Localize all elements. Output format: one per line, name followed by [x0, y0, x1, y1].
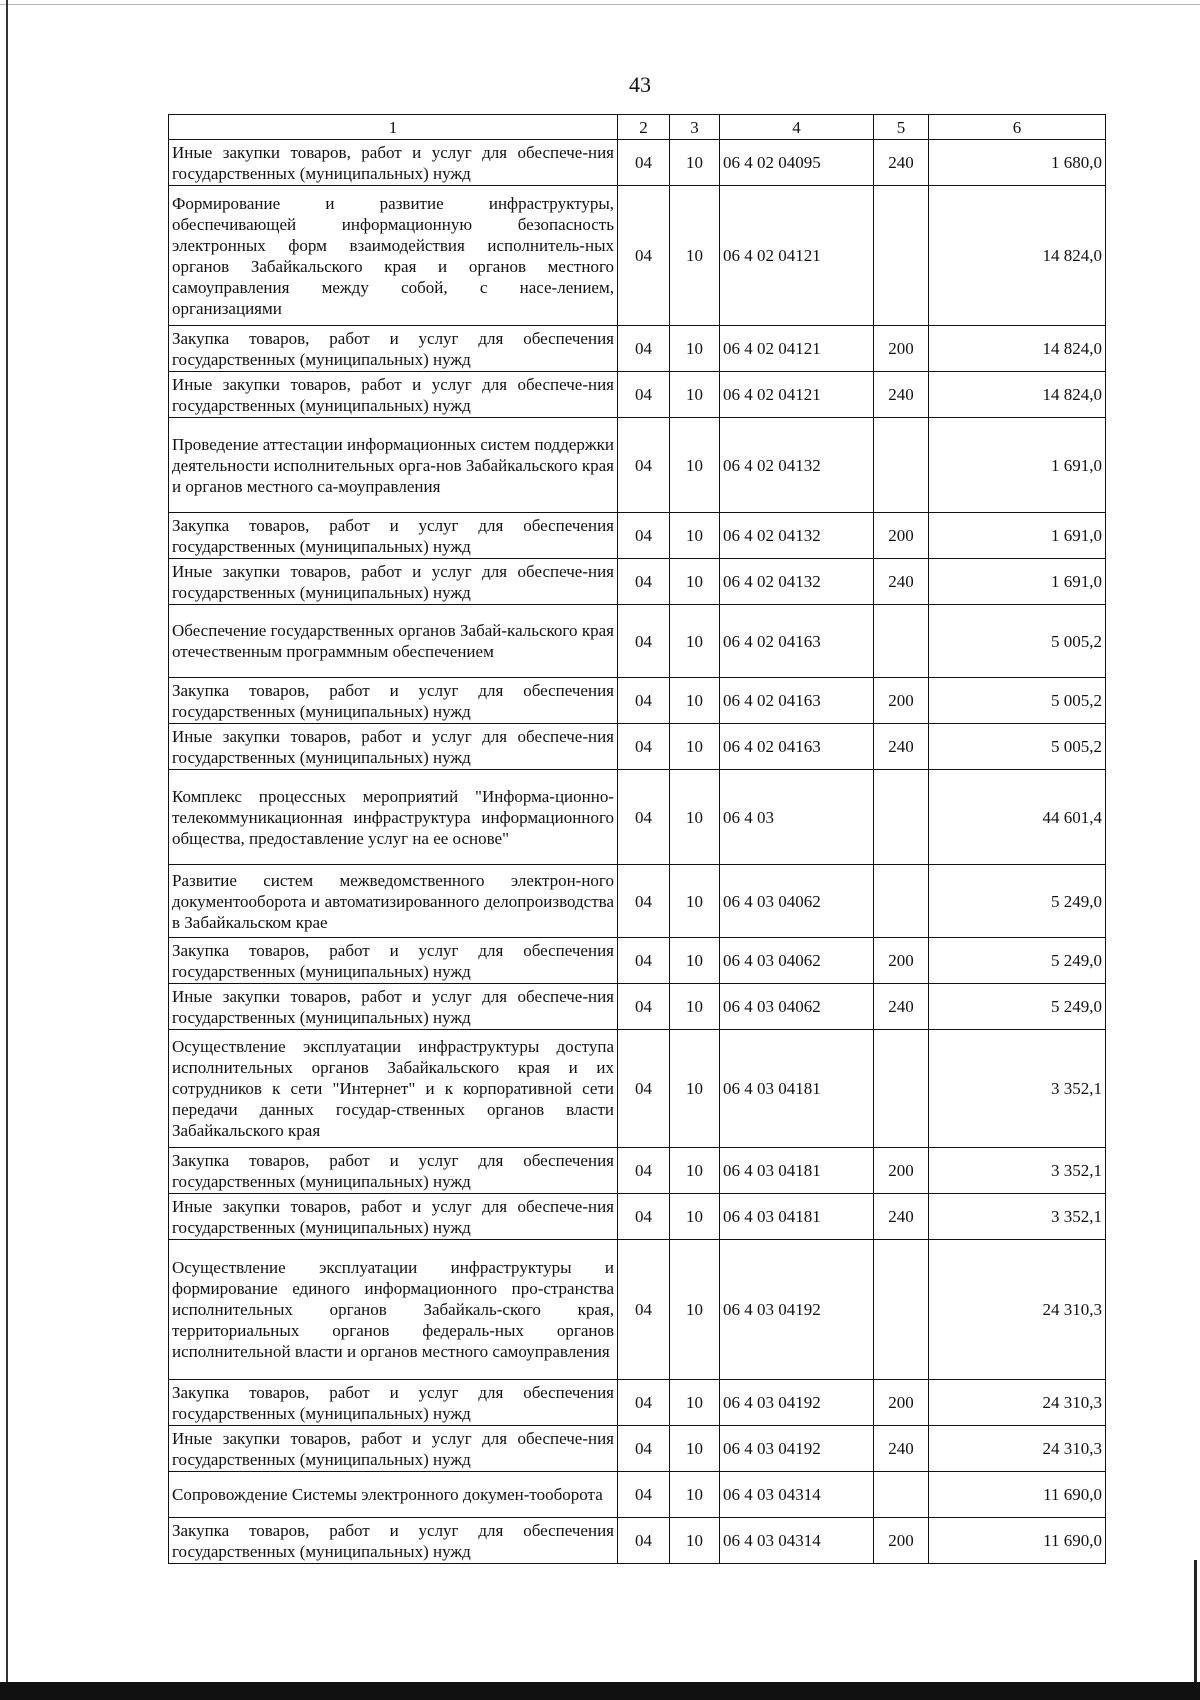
row-subsection: 10 [670, 1030, 720, 1148]
row-amount: 5 249,0 [929, 938, 1106, 984]
row-section: 04 [618, 513, 670, 559]
page-number: 43 [629, 72, 651, 97]
row-subsection: 10 [670, 372, 720, 418]
table-row [169, 513, 1106, 559]
row-name: Иные закупки товаров, работ и услуг для обеспече-ния государственных (муниципальных) нужд [169, 1194, 618, 1240]
table-row [169, 1426, 1106, 1472]
table-row [169, 418, 1106, 513]
row-amount: 24 310,3 [929, 1380, 1106, 1426]
row-name: Формирование и развитие инфраструктуры, обеспечивающей информационную безопасность электронных форм взаимодействия исполнитель-ных органов Забайкальского края и органов местного самоуправления между собой, с насе-лением, организациями [169, 186, 618, 326]
row-subsection: 10 [670, 724, 720, 770]
row-name: Закупка товаров, работ и услуг для обеспечения государственных (муниципальных) нужд [169, 1148, 618, 1194]
row-name: Иные закупки товаров, работ и услуг для обеспече-ния государственных (муниципальных) нужд [169, 140, 618, 186]
row-expense-type [874, 605, 929, 678]
table-row [169, 559, 1106, 605]
row-section: 04 [618, 1240, 670, 1380]
table-row [169, 326, 1106, 372]
row-name: Закупка товаров, работ и услуг для обеспечения государственных (муниципальных) нужд [169, 326, 618, 372]
row-name: Обеспечение государственных органов Забай-кальского края отечественным программным обеспечением [169, 605, 618, 678]
row-name: Иные закупки товаров, работ и услуг для обеспече-ния государственных (муниципальных) нужд [169, 559, 618, 605]
row-expense-type: 240 [874, 372, 929, 418]
row-amount: 44 601,4 [929, 770, 1106, 865]
table-row [169, 1194, 1106, 1240]
table-row [169, 140, 1106, 186]
row-subsection: 10 [670, 1240, 720, 1380]
table-row [169, 1240, 1106, 1380]
table-row [169, 605, 1106, 678]
row-amount: 5 005,2 [929, 724, 1106, 770]
row-amount: 1 691,0 [929, 418, 1106, 513]
budget-table [168, 114, 1106, 1564]
row-expense-type [874, 186, 929, 326]
row-expense-type: 200 [874, 1148, 929, 1194]
row-section: 04 [618, 770, 670, 865]
row-name: Закупка товаров, работ и услуг для обеспечения государственных (муниципальных) нужд [169, 1518, 618, 1564]
row-target-article: 06 4 02 04121 [720, 372, 874, 418]
row-amount: 1 680,0 [929, 140, 1106, 186]
row-name: Проведение аттестации информационных систем поддержки деятельности исполнительных орга-нов Забайкальского края и органов местного са-моуправления [169, 418, 618, 513]
row-expense-type [874, 1240, 929, 1380]
row-amount: 24 310,3 [929, 1426, 1106, 1472]
row-name: Развитие систем межведомственного электрон-ного документооборота и автоматизированного делопроизводства в Забайкальском крае [169, 865, 618, 938]
row-expense-type [874, 1472, 929, 1518]
table-row [169, 1518, 1106, 1564]
table-row [169, 938, 1106, 984]
row-name: Закупка товаров, работ и услуг для обеспечения государственных (муниципальных) нужд [169, 1380, 618, 1426]
row-subsection: 10 [670, 1518, 720, 1564]
row-expense-type: 200 [874, 326, 929, 372]
row-expense-type [874, 1030, 929, 1148]
row-subsection: 10 [670, 1194, 720, 1240]
row-target-article: 06 4 02 04132 [720, 513, 874, 559]
scan-edge-right [1194, 1560, 1197, 1690]
row-subsection: 10 [670, 1380, 720, 1426]
row-name: Иные закупки товаров, работ и услуг для обеспече-ния государственных (муниципальных) нужд [169, 724, 618, 770]
row-target-article: 06 4 02 04132 [720, 559, 874, 605]
row-amount: 1 691,0 [929, 559, 1106, 605]
row-expense-type [874, 865, 929, 938]
row-subsection: 10 [670, 1148, 720, 1194]
table-row [169, 1472, 1106, 1518]
row-subsection: 10 [670, 984, 720, 1030]
row-section: 04 [618, 938, 670, 984]
row-name: Иные закупки товаров, работ и услуг для обеспече-ния государственных (муниципальных) нужд [169, 372, 618, 418]
row-expense-type: 200 [874, 1380, 929, 1426]
row-subsection: 10 [670, 770, 720, 865]
scan-edge-top [0, 4, 1200, 5]
row-section: 04 [618, 186, 670, 326]
column-header-4: 4 [720, 115, 874, 140]
row-target-article: 06 4 03 04181 [720, 1030, 874, 1148]
row-subsection: 10 [670, 1472, 720, 1518]
row-section: 04 [618, 1518, 670, 1564]
row-name: Комплекс процессных мероприятий "Информа-ционно-телекоммуникационная инфраструктура информационного общества, предоставление услуг на ее основе" [169, 770, 618, 865]
table-row [169, 770, 1106, 865]
row-target-article: 06 4 03 04062 [720, 865, 874, 938]
row-subsection: 10 [670, 513, 720, 559]
column-header-6: 6 [929, 115, 1106, 140]
row-name: Сопровождение Системы электронного докумен-тооборота [169, 1472, 618, 1518]
row-expense-type: 200 [874, 678, 929, 724]
table-header-row [169, 115, 1106, 140]
column-header-2: 2 [618, 115, 670, 140]
table-row [169, 984, 1106, 1030]
row-amount: 11 690,0 [929, 1472, 1106, 1518]
row-amount: 3 352,1 [929, 1194, 1106, 1240]
table-row [169, 1030, 1106, 1148]
row-expense-type: 240 [874, 984, 929, 1030]
row-subsection: 10 [670, 559, 720, 605]
row-name: Закупка товаров, работ и услуг для обеспечения государственных (муниципальных) нужд [169, 513, 618, 559]
row-expense-type: 200 [874, 938, 929, 984]
row-target-article: 06 4 03 04314 [720, 1472, 874, 1518]
row-expense-type: 240 [874, 724, 929, 770]
row-name: Иные закупки товаров, работ и услуг для обеспече-ния государственных (муниципальных) нужд [169, 984, 618, 1030]
row-amount: 5 249,0 [929, 865, 1106, 938]
row-section: 04 [618, 1194, 670, 1240]
row-subsection: 10 [670, 605, 720, 678]
row-expense-type [874, 770, 929, 865]
row-subsection: 10 [670, 140, 720, 186]
row-section: 04 [618, 605, 670, 678]
row-section: 04 [618, 372, 670, 418]
row-expense-type: 240 [874, 559, 929, 605]
column-header-1: 1 [169, 115, 618, 140]
row-name: Закупка товаров, работ и услуг для обеспечения государственных (муниципальных) нужд [169, 938, 618, 984]
row-expense-type: 240 [874, 140, 929, 186]
row-subsection: 10 [670, 418, 720, 513]
row-subsection: 10 [670, 326, 720, 372]
row-section: 04 [618, 140, 670, 186]
row-expense-type: 200 [874, 1518, 929, 1564]
row-section: 04 [618, 559, 670, 605]
row-name: Осуществление эксплуатации инфраструктуры доступа исполнительных органов Забайкальского края и их сотрудников к сети "Интернет" и к корпоративной сети передачи данных государ-ственных органов власти Забайкальского края [169, 1030, 618, 1148]
row-amount: 5 005,2 [929, 605, 1106, 678]
row-name: Иные закупки товаров, работ и услуг для обеспече-ния государственных (муниципальных) нужд [169, 1426, 618, 1472]
row-amount: 14 824,0 [929, 326, 1106, 372]
row-subsection: 10 [670, 865, 720, 938]
row-target-article: 06 4 02 04121 [720, 326, 874, 372]
table-row [169, 186, 1106, 326]
row-amount: 5 249,0 [929, 984, 1106, 1030]
row-target-article: 06 4 03 04192 [720, 1426, 874, 1472]
row-target-article: 06 4 03 04314 [720, 1518, 874, 1564]
row-amount: 1 691,0 [929, 513, 1106, 559]
row-target-article: 06 4 02 04095 [720, 140, 874, 186]
row-amount: 14 824,0 [929, 186, 1106, 326]
table-row [169, 678, 1106, 724]
row-target-article: 06 4 02 04163 [720, 724, 874, 770]
column-header-3: 3 [670, 115, 720, 140]
table-row [169, 724, 1106, 770]
row-section: 04 [618, 724, 670, 770]
row-section: 04 [618, 984, 670, 1030]
row-section: 04 [618, 865, 670, 938]
row-subsection: 10 [670, 938, 720, 984]
row-target-article: 06 4 02 04163 [720, 678, 874, 724]
row-section: 04 [618, 418, 670, 513]
table-row [169, 1148, 1106, 1194]
row-amount: 24 310,3 [929, 1240, 1106, 1380]
row-subsection: 10 [670, 678, 720, 724]
table-row [169, 1380, 1106, 1426]
row-target-article: 06 4 03 04192 [720, 1240, 874, 1380]
row-expense-type: 200 [874, 513, 929, 559]
row-expense-type: 240 [874, 1194, 929, 1240]
row-section: 04 [618, 1472, 670, 1518]
row-target-article: 06 4 03 04181 [720, 1194, 874, 1240]
row-target-article: 06 4 03 04181 [720, 1148, 874, 1194]
scan-edge-left [6, 0, 8, 1700]
row-section: 04 [618, 326, 670, 372]
row-target-article: 06 4 02 04163 [720, 605, 874, 678]
row-section: 04 [618, 1148, 670, 1194]
row-target-article: 06 4 02 04121 [720, 186, 874, 326]
row-target-article: 06 4 03 04062 [720, 938, 874, 984]
row-amount: 5 005,2 [929, 678, 1106, 724]
table-row [169, 372, 1106, 418]
row-subsection: 10 [670, 1426, 720, 1472]
row-expense-type [874, 418, 929, 513]
row-amount: 14 824,0 [929, 372, 1106, 418]
row-target-article: 06 4 02 04132 [720, 418, 874, 513]
row-target-article: 06 4 03 04192 [720, 1380, 874, 1426]
row-target-article: 06 4 03 04062 [720, 984, 874, 1030]
row-section: 04 [618, 1380, 670, 1426]
row-subsection: 10 [670, 186, 720, 326]
row-target-article: 06 4 03 [720, 770, 874, 865]
table-row [169, 865, 1106, 938]
row-section: 04 [618, 1426, 670, 1472]
row-section: 04 [618, 678, 670, 724]
row-name: Осуществление эксплуатации инфраструктуры и формирование единого информационного про-странства исполнительных органов Забайкаль-ского края, территориальных органов федераль-ных органов исполнительной власти и органов местного самоуправления [169, 1240, 618, 1380]
column-header-5: 5 [874, 115, 929, 140]
row-amount: 3 352,1 [929, 1148, 1106, 1194]
row-amount: 11 690,0 [929, 1518, 1106, 1564]
row-amount: 3 352,1 [929, 1030, 1106, 1148]
row-name: Закупка товаров, работ и услуг для обеспечения государственных (муниципальных) нужд [169, 678, 618, 724]
row-section: 04 [618, 1030, 670, 1148]
row-expense-type: 240 [874, 1426, 929, 1472]
scan-edge-bottom [0, 1682, 1200, 1700]
